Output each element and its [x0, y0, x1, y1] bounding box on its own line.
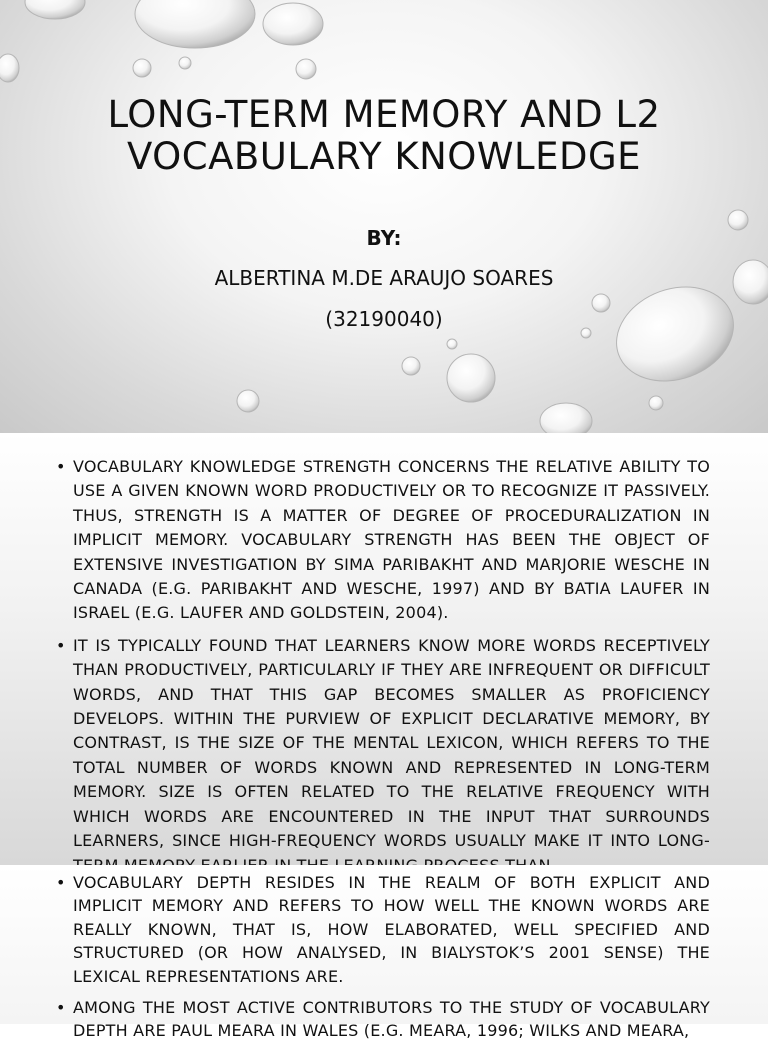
- water-drop: [0, 0, 768, 439]
- author-name: ALBERTINA M.DE ARAUJO SOARES: [214, 266, 554, 290]
- title-slide: [0, 0, 768, 433]
- bullet-text: VOCABULARY KNOWLEDGE STRENGTH CONCERNS THE RELATIVE ABILITY TO USE A GIVEN KNOWN WORD PRODUCTIVELY OR TO RECOGNIZE IT PASSIVELY. THUS, STRENGTH IS A MATTER OF DEGREE OF PROCEDURALIZATION IN IMPLICIT MEMORY. VOCABULARY STRENGTH HAS BEEN THE OBJECT OF EXTENSIVE INVESTIGATION BY SIMA PARIBAKHT AND MARJORIE WESCHE IN CANADA (E.G. PARIBAKHT AND WESCHE, 1997) AND BY BATIA LAUFER IN ISRAEL (E.G. LAUFER AND GOLDSTEIN, 2004).: [73, 457, 710, 623]
- bullet-icon: •: [56, 873, 66, 892]
- bullet-item: [56, 871, 710, 988]
- bullet-text: AMONG THE MOST ACTIVE CONTRIBUTORS TO THE STUDY OF VOCABULARY DEPTH ARE PAUL MEARA IN WALES (E.G. MEARA, 1996; WILKS AND MEARA,: [73, 998, 710, 1041]
- student-id: (32190040): [325, 307, 443, 331]
- water-drops-decoration: [0, 0, 768, 433]
- bullet-icon: •: [56, 635, 66, 655]
- bullet-icon: •: [56, 457, 66, 476]
- by-label: BY:: [366, 226, 402, 250]
- presentation-title: LONG-TERM MEMORY AND L2 VOCABULARY KNOWLEDGE: [107, 93, 661, 178]
- bullet-icon: •: [56, 998, 66, 1018]
- bullet-list: [56, 871, 710, 1051]
- bullet-item: [56, 455, 710, 626]
- bullet-item: [56, 634, 710, 878]
- bullet-text: IT IS TYPICALLY FOUND THAT LEARNERS KNOW MORE WORDS RECEPTIVELY THAN PRODUCTIVELY, PARTICULARLY IF THEY ARE INFREQUENT OR DIFFICULT WORDS, AND THAT THIS GAP BECOMES SMALLER AS PROFICIENCY DEVELOPS. WITHIN THE PURVIEW OF EXPLICIT DECLARATIVE MEMORY, BY CONTRAST, IS THE SIZE OF THE MENTAL LEXICON, WHICH REFERS TO THE TOTAL NUMBER OF WORDS KNOWN AND REPRESENTED IN LONG-TERM MEMORY. SIZE IS OFTEN RELATED TO THE RELATIVE FREQUENCY WITH WHICH WORDS ARE ENCOUNTERED IN THE INPUT THAT SURROUNDS LEARNERS, SINCE HIGH-FREQUENCY WORDS USUALLY MAKE IT INTO LONG-: [73, 635, 710, 851]
- bullet-item: [56, 996, 710, 1043]
- content-slide-2: [0, 865, 768, 1041]
- bullet-text: VOCABULARY DEPTH RESIDES IN THE REALM OF BOTH EXPLICIT AND IMPLICIT MEMORY AND REFERS TO HOW WELL THE KNOWN WORDS ARE REALLY KNOWN, THAT IS, HOW ELABORATED, WELL SPECIFIED AND STRUCTURED (OR HOW ANALYSED, IN BIALYSTOK’S 2001 SENSE) THE LEXICAL REPRESENTATIONS ARE.: [73, 873, 710, 986]
- bullet-list: [56, 455, 710, 886]
- content-slide-1: [0, 433, 768, 865]
